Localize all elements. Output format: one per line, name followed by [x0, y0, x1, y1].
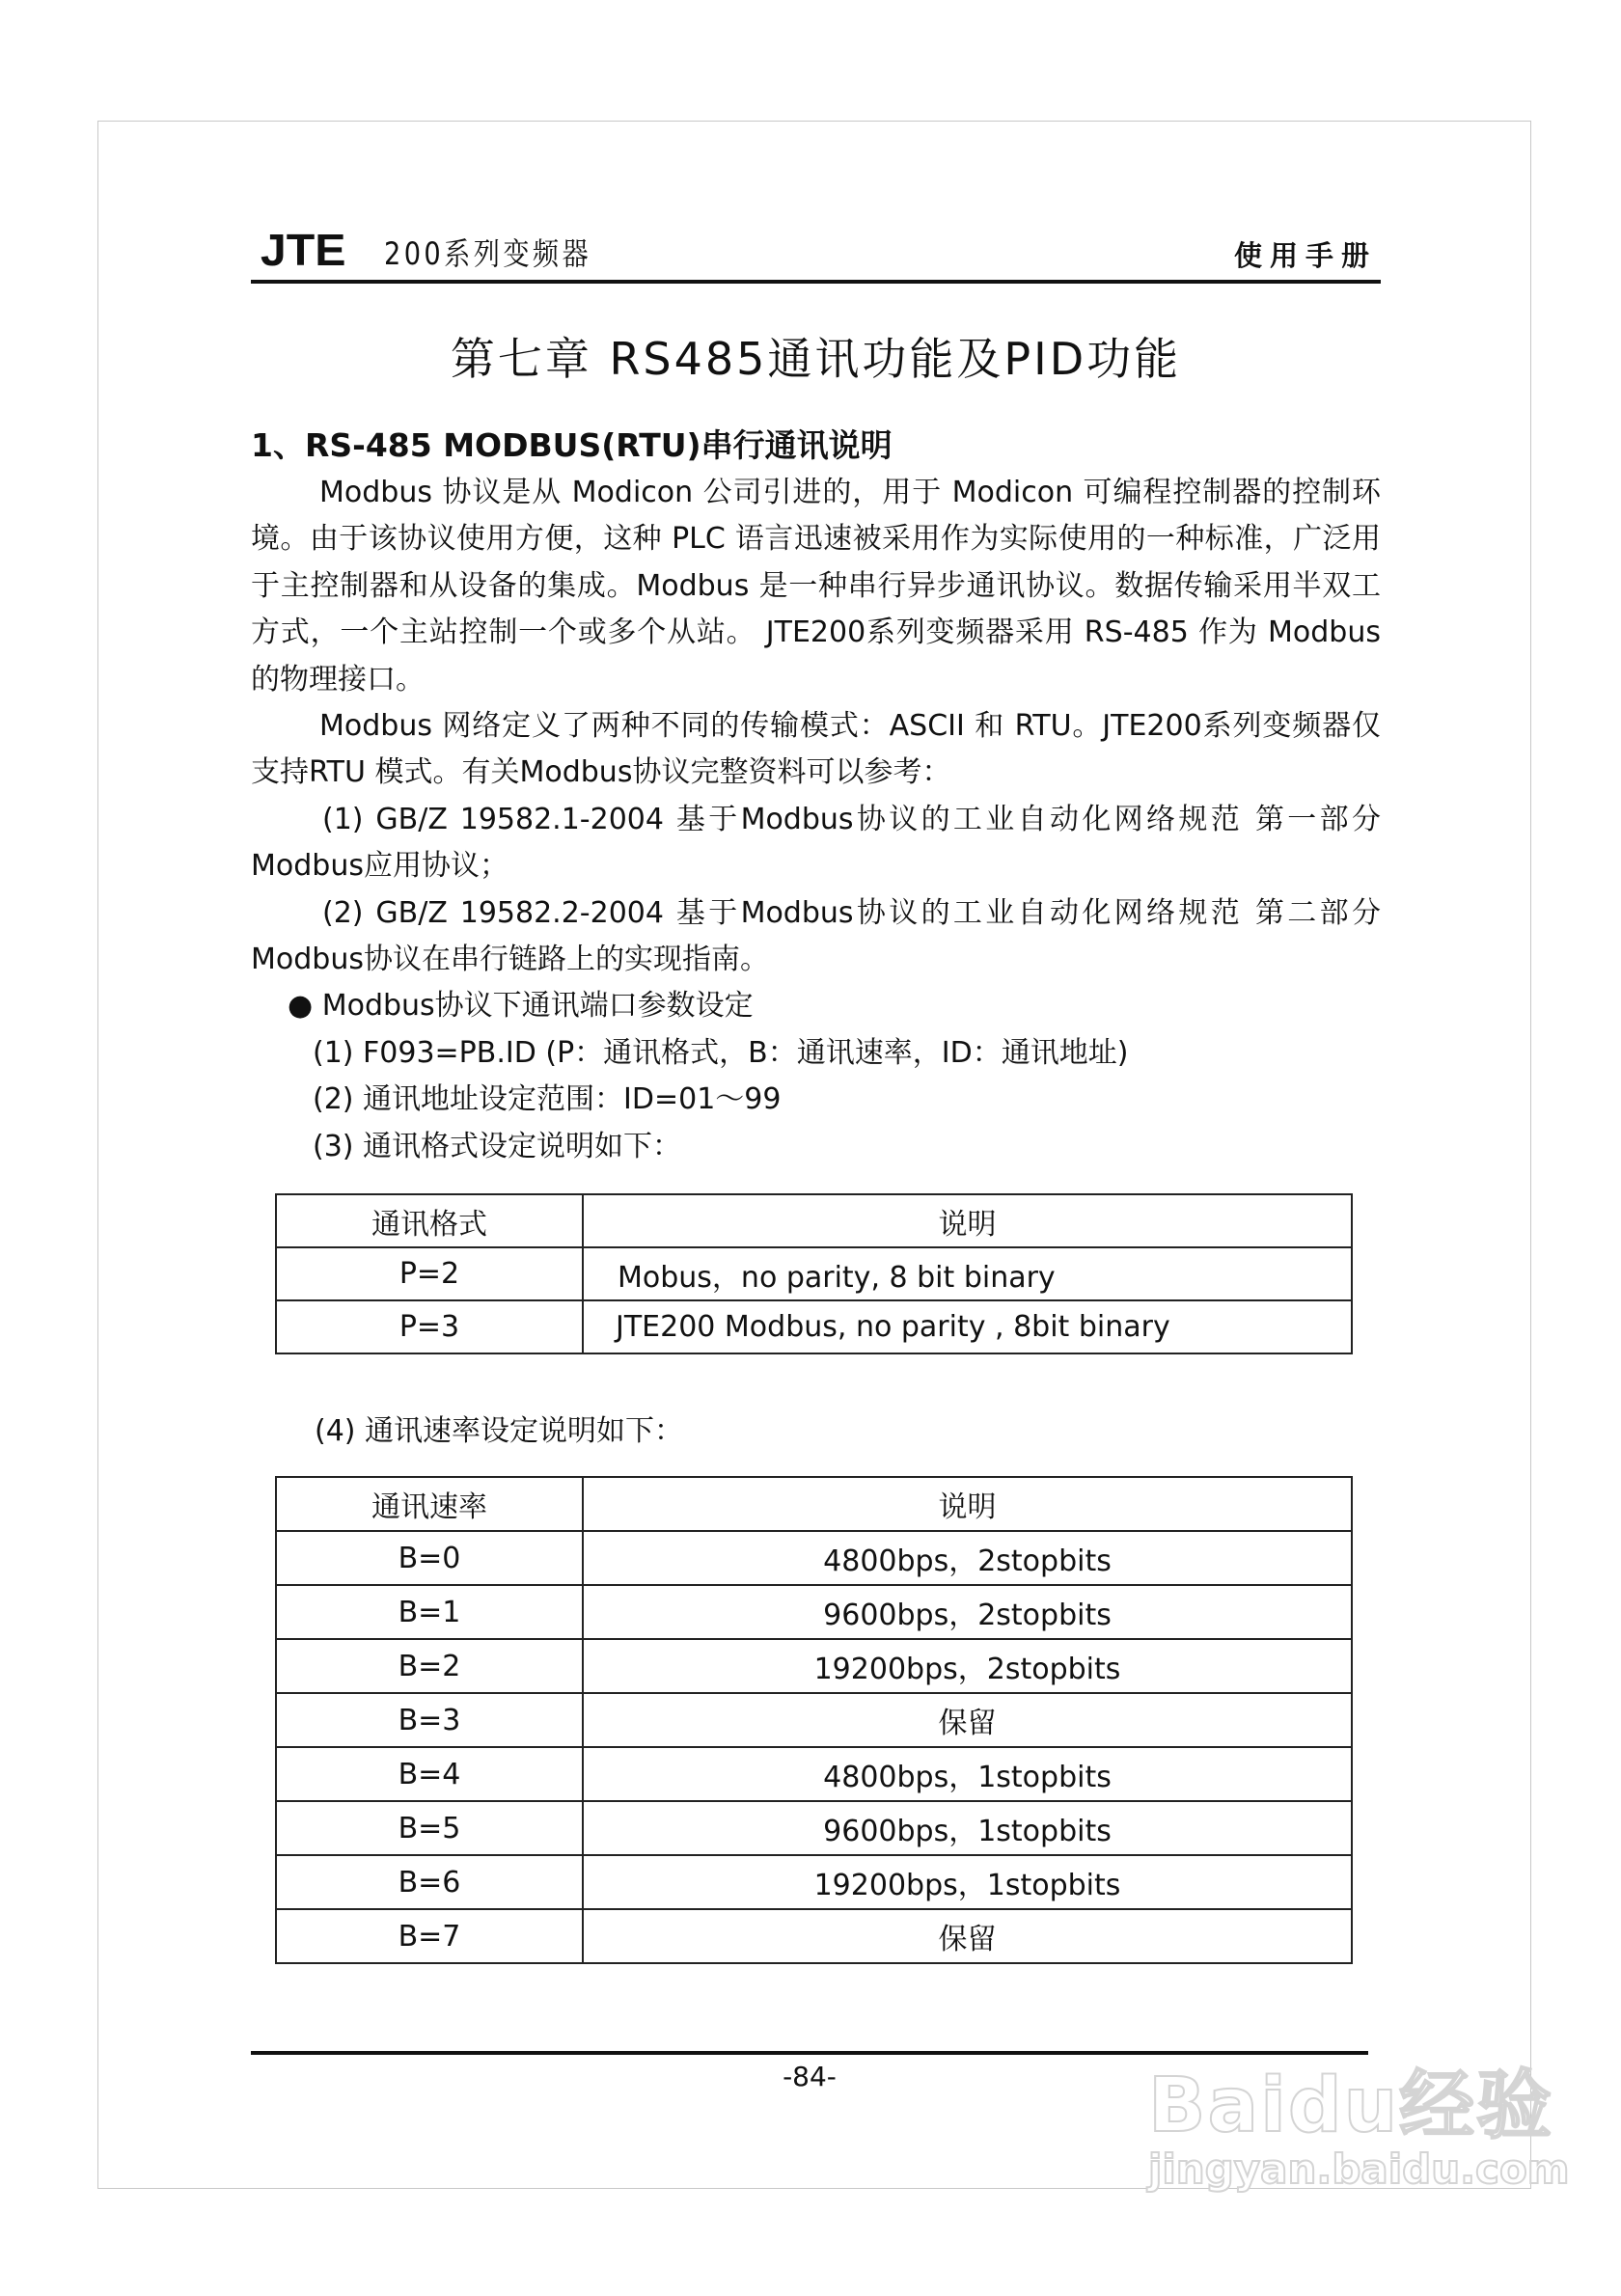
bullet-heading: ● Modbus协议下通讯端口参数设定	[288, 989, 754, 1024]
cell: P=3	[276, 1300, 583, 1353]
cell: B=4	[276, 1747, 583, 1801]
list-item: (4) 通讯速率设定说明如下：	[315, 1414, 684, 1448]
table-row	[276, 1300, 1352, 1353]
body-text	[251, 470, 1381, 1170]
table-row	[276, 1909, 1352, 1963]
list-item: (2) 通讯地址设定范围：ID=01～99	[313, 1082, 782, 1117]
paragraph: Modbus 网络定义了两种不同的传输模式：ASCII 和 RTU。JTE200系列变频器仅支持RTU 模式。有关Modbus协议完整资料可以参考：	[251, 709, 1381, 790]
paragraph: Modbus 协议是从 Modicon 公司引进的，用于 Modicon 可编程控制器的控制环境。由于该协议使用方便，这种 PLC 语言迅速被采用作为实际使用的一种标准，广泛用于主控制器和从设备的集成。Modbus 是一种串行异步通讯协议。数据传输采用半双工方式，一个主站控制一个或多个从站。 JTE200系列变频器采用 RS-485 作为 Modbus 的物理接口。	[251, 476, 1381, 697]
watermark-logo: Baidu经验	[1148, 2063, 1554, 2149]
cell: 保留	[583, 1693, 1352, 1747]
reference-text: (1) GB/Z 19582.1-2004 基于Modbus协议的工业自动化网络规范 第一部分 Modbus应用协议；	[251, 802, 1381, 884]
table-row	[276, 1247, 1352, 1300]
reference-1	[251, 797, 1381, 890]
cell: 保留	[583, 1909, 1352, 1963]
watermark-url: jingyan.baidu.com	[1148, 2146, 1570, 2193]
cell: P=2	[276, 1247, 583, 1300]
manual-label: 使用手册	[1233, 239, 1377, 272]
table-row	[276, 1531, 1352, 1585]
brand-logo: JTE	[260, 225, 346, 275]
cell: JTE200 Modbus, no parity , 8bit binary	[583, 1300, 1352, 1353]
cell: B=7	[276, 1909, 583, 1963]
header-cell: 通讯速率	[276, 1477, 583, 1531]
cell: 4800bps，2stopbits	[583, 1531, 1352, 1585]
product-series: 200系列变频器	[384, 235, 592, 272]
table-row	[276, 1639, 1352, 1693]
reference-2	[251, 890, 1381, 984]
cell: Mobus，no parity, 8 bit binary	[583, 1247, 1352, 1300]
cell: B=0	[276, 1531, 583, 1585]
table-row	[276, 1585, 1352, 1639]
baud-rate-table	[275, 1476, 1353, 1964]
format-table	[275, 1193, 1353, 1354]
baidu-watermark	[1148, 2045, 1570, 2193]
cell: 4800bps，1stopbits	[583, 1747, 1352, 1801]
cell: B=5	[276, 1801, 583, 1855]
list-item: (3) 通讯格式设定说明如下：	[313, 1129, 682, 1163]
header-cell: 说明	[583, 1477, 1352, 1531]
header-cell: 说明	[583, 1194, 1352, 1247]
cell: 19200bps，2stopbits	[583, 1639, 1352, 1693]
table-header-row	[276, 1194, 1352, 1247]
cell: B=1	[276, 1585, 583, 1639]
cell: B=6	[276, 1855, 583, 1909]
cell: 9600bps，1stopbits	[583, 1801, 1352, 1855]
table-row	[276, 1855, 1352, 1909]
table-row	[276, 1801, 1352, 1855]
table-row	[276, 1693, 1352, 1747]
page-number: -84-	[783, 2061, 837, 2092]
cell: 19200bps，1stopbits	[583, 1855, 1352, 1909]
reference-text: (2) GB/Z 19582.2-2004 基于Modbus协议的工业自动化网络规范 第二部分 Modbus协议在串行链路上的实现指南。	[251, 895, 1381, 977]
section-title: 1、RS-485 MODBUS(RTU)串行通讯说明	[251, 426, 893, 464]
table-row	[276, 1747, 1352, 1801]
chapter-title: 第七章 RS485通讯功能及PID功能	[450, 333, 1182, 385]
header-cell: 通讯格式	[276, 1194, 583, 1247]
list-item: (1) F093=PB.ID (P：通讯格式，B：通讯速率，ID：通讯地址)	[313, 1035, 1129, 1070]
cell: B=3	[276, 1693, 583, 1747]
page-header	[251, 225, 1381, 284]
cell: B=2	[276, 1639, 583, 1693]
table-header-row	[276, 1477, 1352, 1531]
cell: 9600bps，2stopbits	[583, 1585, 1352, 1639]
